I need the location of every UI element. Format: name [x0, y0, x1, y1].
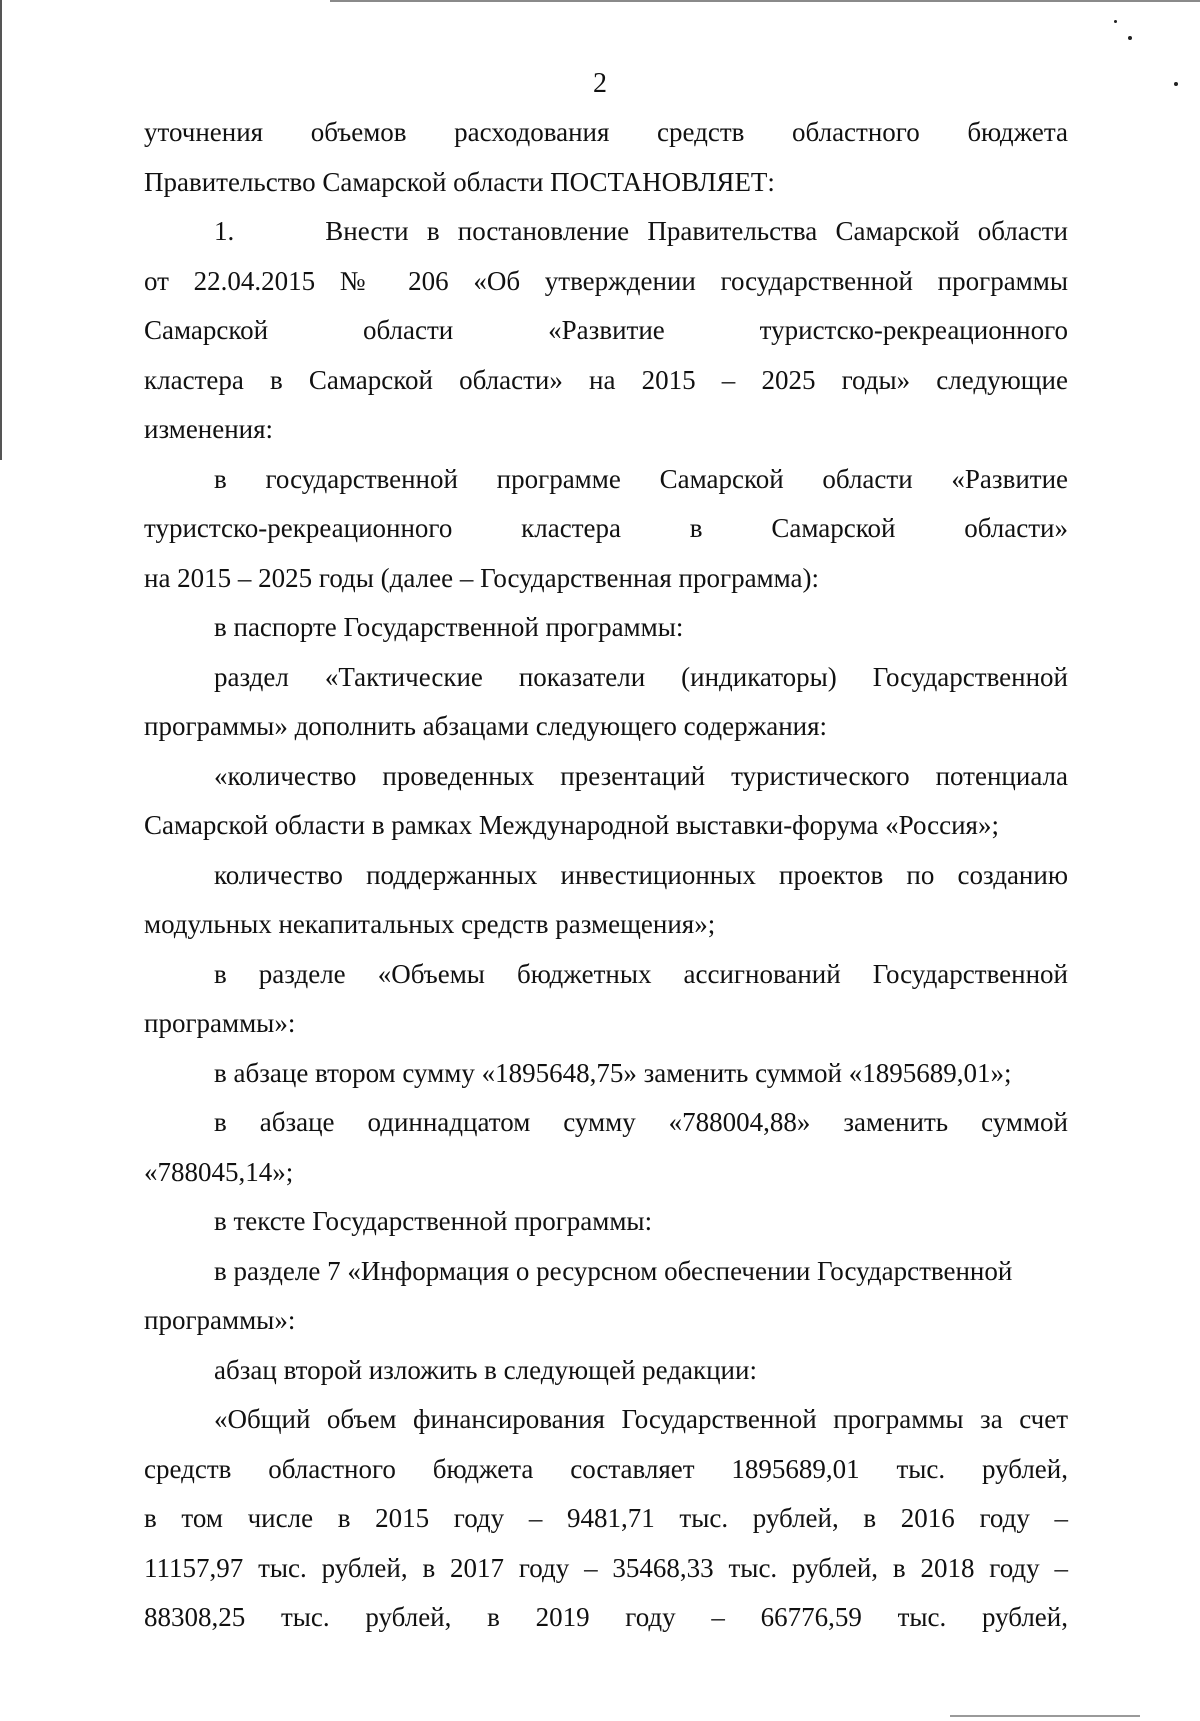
scan-speck	[1114, 20, 1117, 23]
text-line: раздел «Тактические показатели (индикаторы) Государственной	[214, 661, 1068, 692]
text-line: туристско-рекреационного кластера в Самарской области»	[144, 513, 1068, 543]
text-line: в абзаце одиннадцатом сумму «788004,88» заменить суммой	[214, 1107, 1068, 1137]
text-line: кластера в Самарской области» на 2015 – 2025 годы» следующие	[144, 364, 1068, 395]
text-line: Правительство Самарской области ПОСТАНОВЛЯЕТ:	[144, 166, 775, 197]
text-line: абзац второй изложить в следующей редакции:	[214, 1354, 757, 1385]
text-line: программы» дополнить абзацами следующего содержания:	[144, 711, 828, 741]
text-line: в тексте Государственной программы:	[214, 1206, 653, 1236]
text-line: программы»:	[144, 1305, 296, 1335]
text-line: в государственной программе Самарской области «Развитие	[214, 463, 1068, 494]
text-line: изменения:	[144, 414, 274, 444]
text-line: в том числе в 2015 году – 9481,71 тыс. рублей, в 2016 году –	[144, 1503, 1068, 1533]
text-line: от 22.04.2015 № 206 «Об утверждении государственной программы	[144, 265, 1068, 296]
text-line: в разделе 7 «Информация о ресурсном обеспечении Государственной	[214, 1255, 1013, 1286]
text-line: в паспорте Государственной программы:	[214, 612, 684, 642]
text-line: «788045,14»;	[144, 1156, 294, 1187]
text-line: средств областного бюджета составляет 1895689,01 тыс. рублей,	[144, 1453, 1068, 1484]
text-line: Самарской области в рамках Международной выставки-форума «Россия»;	[144, 810, 999, 840]
text-line: уточнения объемов расходования средств областного бюджета	[144, 117, 1068, 147]
text-line: «Общий объем финансирования Государственной программы за счет	[214, 1404, 1068, 1434]
text-line: программы»:	[144, 1008, 296, 1038]
text-line: 11157,97 тыс. рублей, в 2017 году – 35468,33 тыс. рублей, в 2018 году –	[144, 1552, 1068, 1583]
text-line: Самарской области «Развитие туристско-рекреационного	[144, 315, 1068, 345]
text-line: модульных некапитальных средств размещения»;	[144, 909, 716, 939]
text-line: 88308,25 тыс. рублей, в 2019 году – 66776,59 тыс. рублей,	[144, 1602, 1068, 1632]
text-line: «количество проведенных презентаций туристического потенциала	[214, 760, 1068, 791]
text-line: в разделе «Объемы бюджетных ассигнований Государственной	[214, 958, 1068, 989]
scan-border-top	[330, 0, 1200, 2]
scan-border-bottom	[950, 1715, 1140, 1717]
text-line: 1. Внести в постановление Правительства Самарской области	[214, 216, 1068, 246]
page-number: 2	[593, 68, 607, 99]
text-line: на 2015 – 2025 годы (далее – Государственная программа):	[144, 562, 820, 593]
scan-speck	[1128, 36, 1132, 40]
text-line: в абзаце втором сумму «1895648,75» заменить суммой «1895689,01»;	[214, 1057, 1012, 1088]
text-line: количество поддержанных инвестиционных проектов по созданию	[214, 859, 1068, 890]
document-body	[144, 108, 1068, 1643]
